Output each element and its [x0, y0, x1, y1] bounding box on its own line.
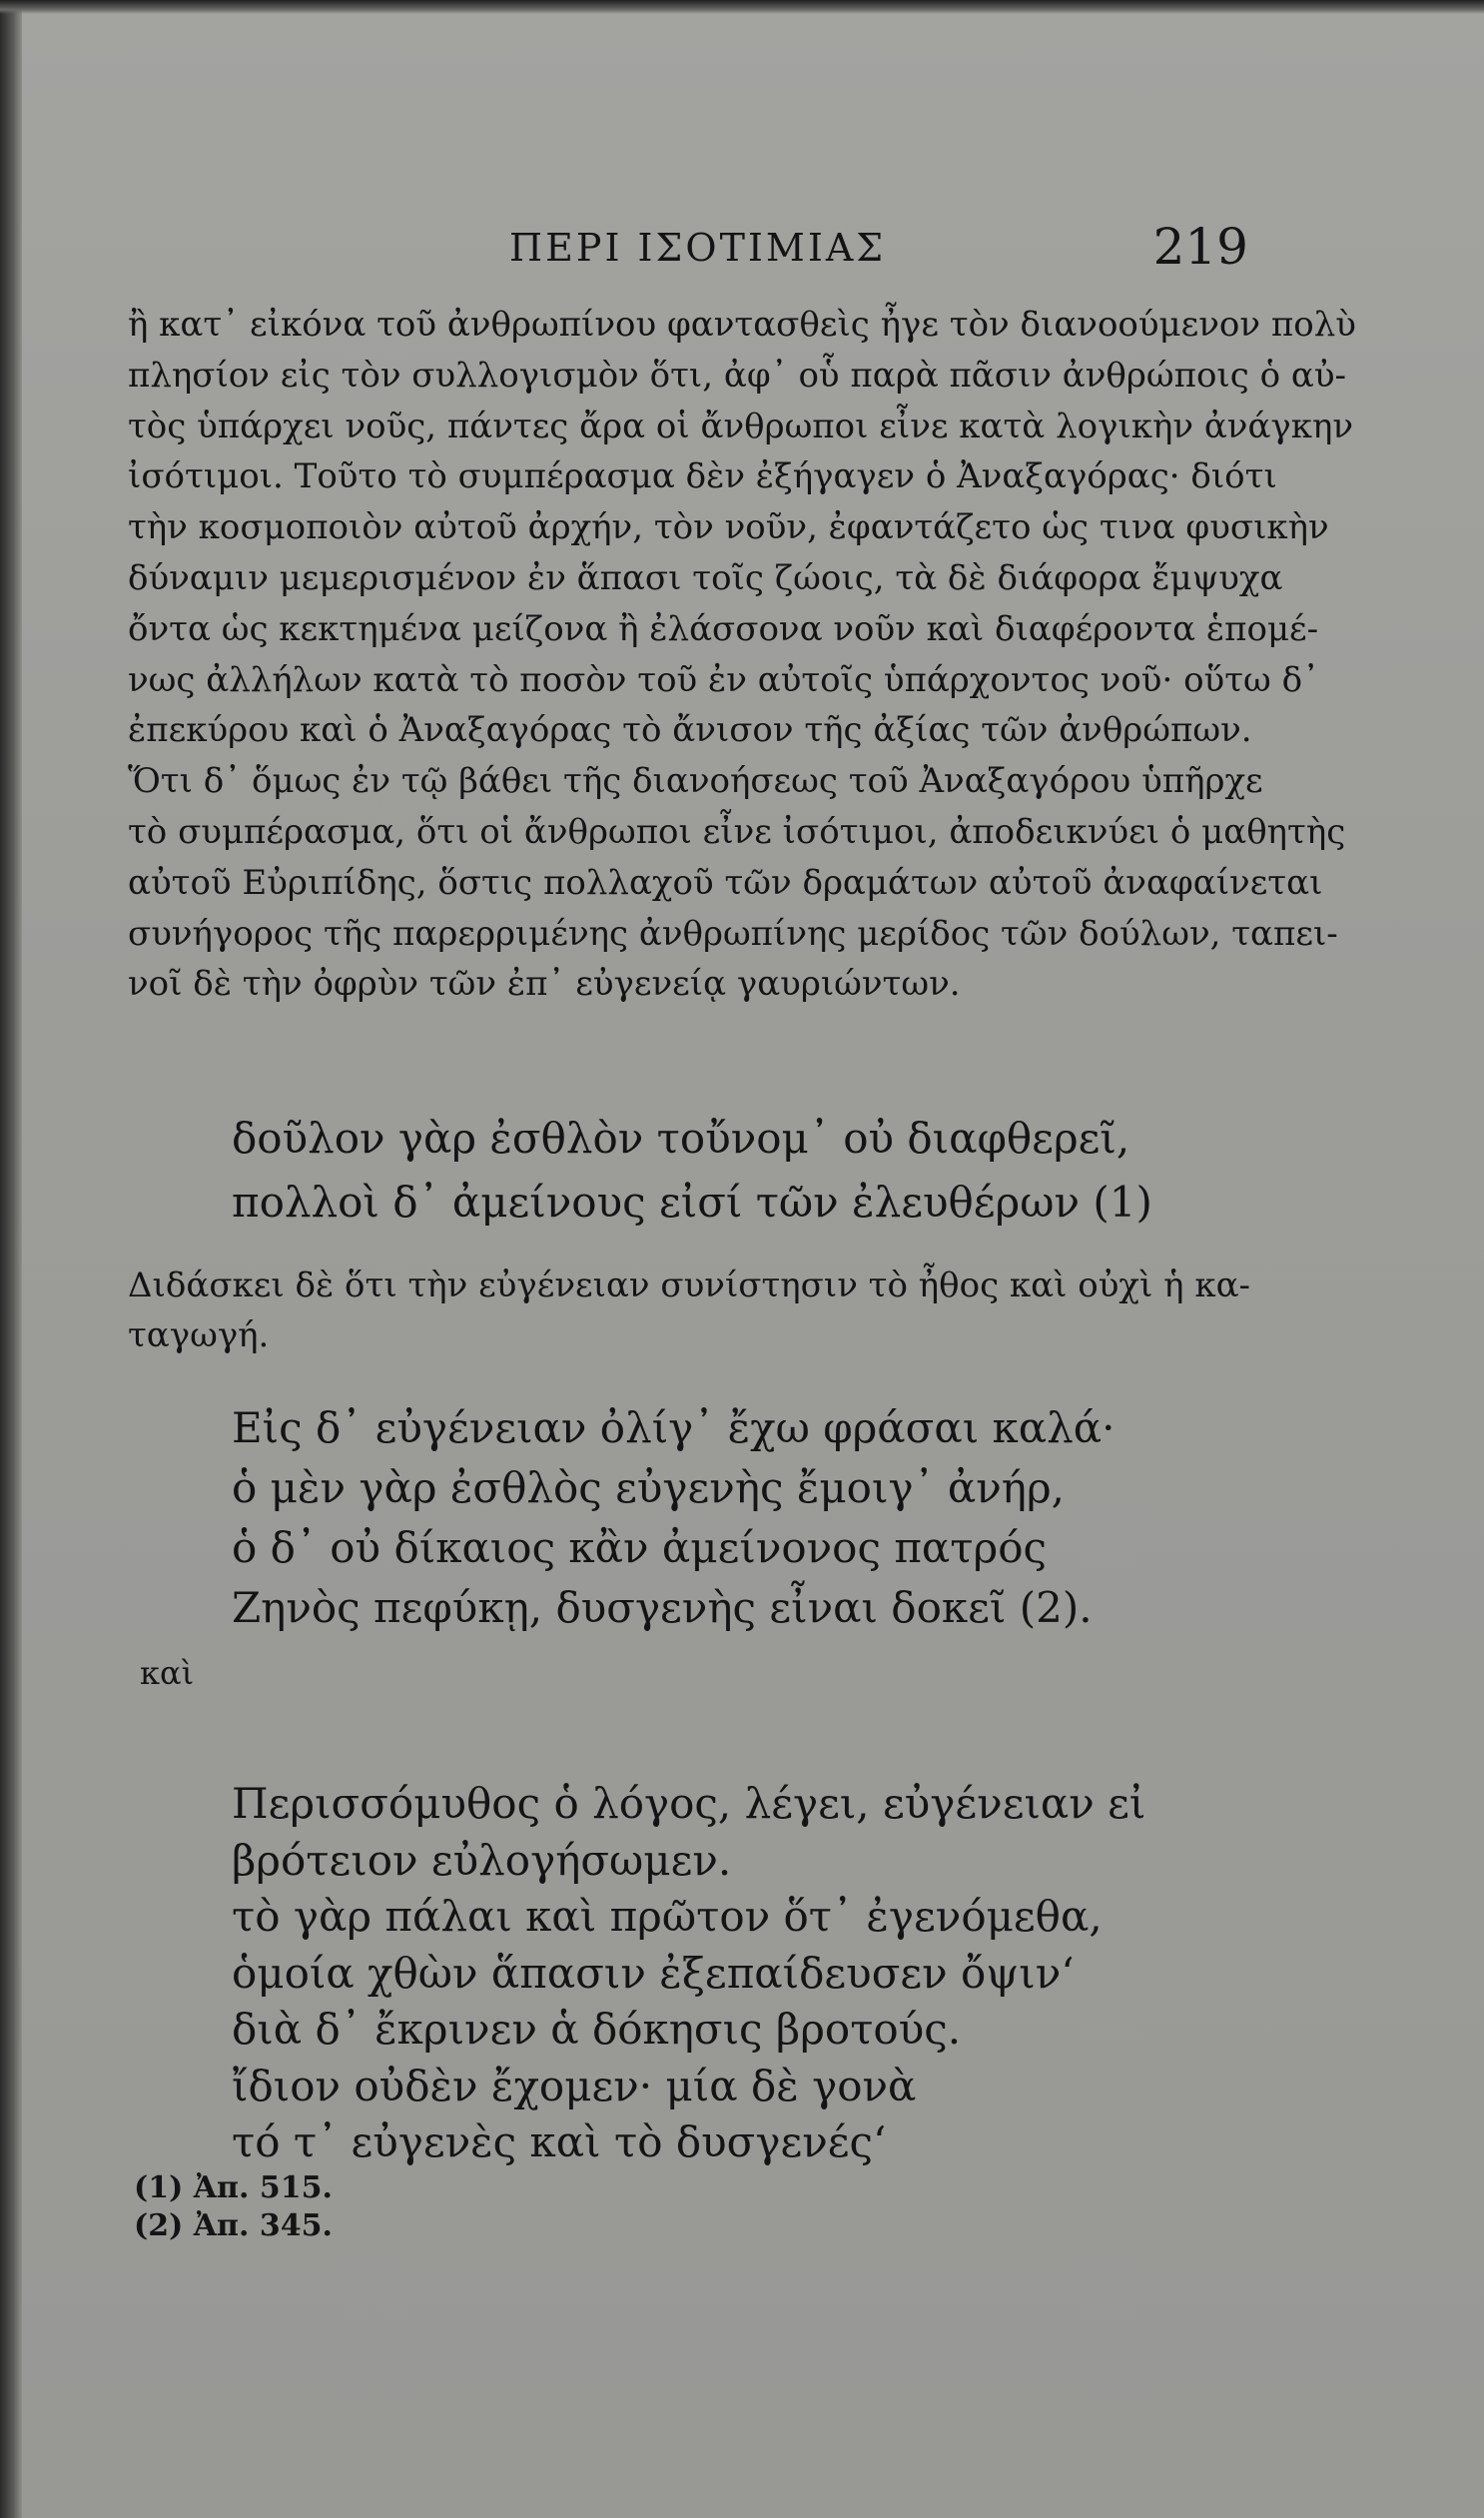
prose-line: πλησίον εἰς τὸν συλλογισμὸν ὅτι, ἀφ᾽ οὗ παρὰ πᾶσιν ἀνθρώποις ὁ αὐ- [128, 355, 1346, 396]
page-header [130, 218, 1248, 278]
verse-line: βρότειον εὐλογήσωμεν. [232, 1835, 732, 1885]
verse-line: Περισσόμυθος ὁ λόγος, λέγει, εὐγένειαν εἰ [232, 1779, 1146, 1828]
prose-line: τὸ συμπέρασμα, ὅτι οἱ ἄνθρωποι εἶνε ἰσότιμοι, ἀποδεικνύει ὁ μαθητὴς [128, 811, 1346, 852]
page-number: 219 [1152, 218, 1248, 276]
prose-line: τὸς ὑπάρχει νοῦς, πάντες ἄρα οἱ ἄνθρωποι εἶνε κατὰ λογικὴν ἀνάγκην [128, 406, 1354, 446]
prose-line: Ὅτι δ᾽ ὅμως ἐν τῷ βάθει τῆς διανοήσεως τοῦ Ἀναξαγόρου ὑπῆρχε [128, 761, 1263, 802]
verse-line: Εἰς δ᾽ εὐγένειαν ὀλίγ᾽ ἔχω φράσαι καλά· [232, 1403, 1115, 1452]
verse-line: ὁ μὲν γὰρ ἐσθλὸς εὐγενὴς ἔμοιγ᾽ ἀνήρ, [232, 1463, 1065, 1512]
verse-quote-3 [232, 1776, 1145, 2171]
prose-line: ἐπεκύρου καὶ ὁ Ἀναξαγόρας τὸ ἄνισον τῆς ἀξίας τῶν ἀνθρώπων. [128, 710, 1252, 751]
verse-line: τὸ γὰρ πάλαι καὶ πρῶτον ὅτ᾽ ἐγενόμεθα, [232, 1892, 1103, 1941]
connector-word: καὶ [140, 1654, 195, 1692]
prose-line: Διδάσκει δὲ ὅτι τὴν εὐγένειαν συνίστησιν τὸ ἦθος καὶ οὐχὶ ἡ κα- [128, 1265, 1251, 1305]
verse-line: ὁ δ᾽ οὐ δίκαιος κἂν ἀμείνονος πατρός [232, 1523, 1048, 1572]
prose-line: ὄντα ὡς κεκτημένα μείζονα ἢ ἐλάσσονα νοῦν καὶ διαφέροντα ἑπομέ- [128, 608, 1319, 649]
prose-line: τὴν κοσμοποιὸν αὐτοῦ ἀρχήν, τὸν νοῦν, ἐφαντάζετο ὡς τινα φυσικὴν [128, 507, 1329, 548]
verse-line: τό τ᾽ εὐγενὲς καὶ τὸ δυσγενές‘ [232, 2117, 887, 2166]
prose-paragraph-2 [128, 1260, 1251, 1360]
verse-line: ὁμοία χθὼν ἅπασιν ἐξεπαίδευσεν ὄψιν‘ [232, 1948, 1075, 1998]
footnote: (2) Ἀπ. 345. [134, 2208, 333, 2243]
verse-line: πολλοὶ δ᾽ ἀμείνους εἰσί τῶν ἐλευθέρων (1) [232, 1178, 1152, 1227]
prose-line: ταγωγή. [128, 1315, 270, 1355]
verse-quote-2 [232, 1398, 1114, 1638]
prose-line: δύναμιν μεμερισμένον ἐν ἅπασι τοῖς ζώοις, τὰ δὲ διάφορα ἔμψυχα [128, 557, 1283, 598]
running-title: ΠΕΡΙ ΙΣΟΤΙΜΙΑΣ [509, 226, 887, 270]
prose-paragraph [128, 300, 1356, 1010]
prose-line: νοῖ δὲ τὴν ὀφρὺν τῶν ἐπ᾽ εὐγενείᾳ γαυριώντων. [128, 964, 961, 1005]
top-shadow [0, 0, 1484, 14]
prose-line: ἰσότιμοι. Τοῦτο τὸ συμπέρασμα δὲν ἐξήγαγεν ὁ Ἀναξαγόρας· διότι [128, 456, 1277, 497]
verse-quote-1 [232, 1107, 1152, 1235]
verse-line: Ζηνὸς πεφύκῃ, δυσγενὴς εἶναι δοκεῖ (2). [232, 1583, 1093, 1632]
verse-line: διὰ δ᾽ ἔκρινεν ἁ δόκησις βροτούς. [232, 2005, 962, 2054]
prose-line: νως ἀλλήλων κατὰ τὸ ποσὸν τοῦ ἐν αὐτοῖς ὑπάρχοντος νοῦ· οὕτω δ᾽ [128, 659, 1320, 700]
prose-line: ἢ κατ᾽ εἰκόνα τοῦ ἀνθρωπίνου φαντασθεὶς ἦγε τὸν διανοούμενον πολὺ [128, 305, 1356, 345]
footnote: (1) Ἀπ. 515. [134, 2170, 333, 2205]
prose-line: αὐτοῦ Εὐριπίδης, ὅστις πολλαχοῦ τῶν δραμάτων αὐτοῦ ἀναφαίνεται [128, 862, 1323, 903]
footnotes [134, 2169, 333, 2245]
verse-line: ἴδιον οὐδὲν ἔχομεν· μία δὲ γονὰ [232, 2061, 917, 2110]
prose-line: συνήγορος τῆς παρερριμένης ἀνθρωπίνης μερίδος τῶν δούλων, ταπει- [128, 913, 1338, 954]
verse-line: δοῦλον γὰρ ἐσθλὸν τοὔνομ᾽ οὐ διαφθερεῖ, [232, 1114, 1130, 1163]
binding-shadow [0, 0, 22, 2518]
